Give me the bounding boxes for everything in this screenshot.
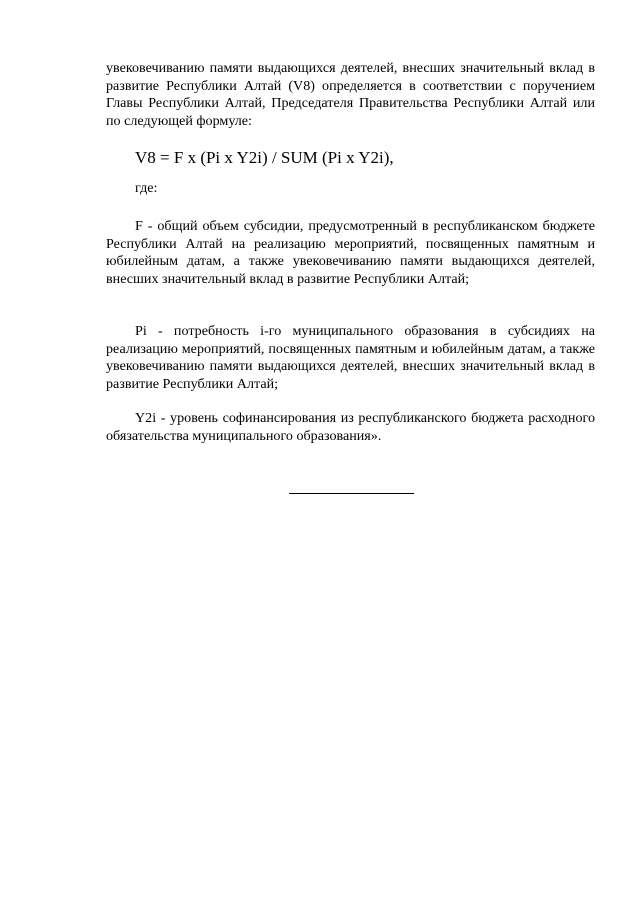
where-label: где: bbox=[135, 180, 158, 196]
definition-y2i: Y2i - уровень софинансирования из республиканского бюджета расходного обязательства муниципального образования». bbox=[106, 410, 595, 444]
formula: V8 = F x (Pi x Y2i) / SUM (Pi x Y2i), bbox=[135, 148, 394, 167]
end-separator-line bbox=[289, 493, 414, 494]
definition-pi: Pi - потребность i-го муниципального образования в субсидиях на реализацию мероприятий, посвященных памятным и юбилейным датам, а также увековечиванию памяти выдающихся деятелей, внесших значительный вклад в развитие Республики Алтай; bbox=[106, 323, 595, 392]
definition-f: F - общий объем субсидии, предусмотренный в республиканском бюджете Республики Алтай на реализацию мероприятий, посвященных памятным и юбилейным датам, а также увековечиванию памяти выдающихся деятелей, внесших значительный вклад в развитие Республики Алтай; bbox=[106, 218, 595, 287]
intro-paragraph: увековечиванию памяти выдающихся деятелей, внесших значительный вклад в развитие Республики Алтай (V8) определяется в соответствии с поручением Главы Республики Алтай, Председателя Правительства Республики Алтай или по следующей формуле: bbox=[106, 60, 595, 129]
